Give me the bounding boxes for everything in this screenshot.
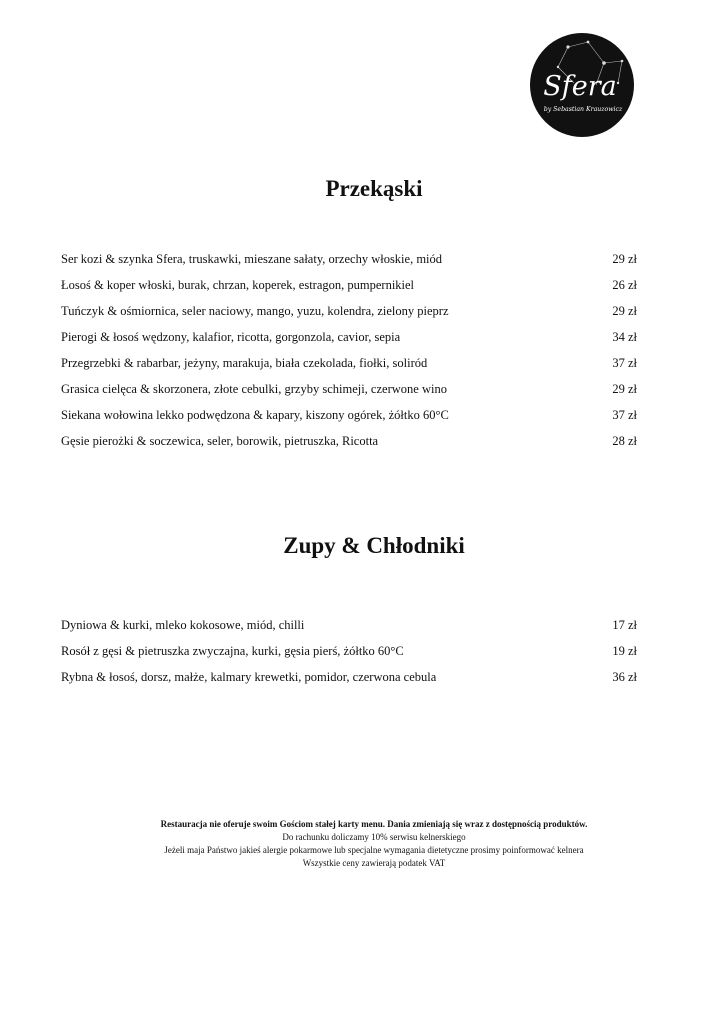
dish-name: Ser kozi & szynka Sfera, truskawki, mieszane sałaty, orzechy włoskie, miód xyxy=(61,252,443,266)
dish-name: Przegrzebki & rabarbar, jeżyny, marakuja, biała czekolada, fiołki, soliród xyxy=(61,356,428,370)
dish-name: Grasica cielęca & skorzonera, złote cebulki, grzyby schimeji, czerwone wino xyxy=(61,382,447,396)
dish-name: Siekana wołowina lekko podwędzona & kapary, kiszony ogórek, żółtko 60°C xyxy=(61,408,449,422)
dish-name: Rosół z gęsi & pietruszka zwyczajna, kurki, gęsia pierś, żółtko 60°C xyxy=(61,644,404,658)
dish-price: 37 zł xyxy=(612,356,637,370)
dish-price: 29 zł xyxy=(612,304,637,318)
menu-item xyxy=(61,434,637,460)
menu-item xyxy=(61,670,637,696)
dish-name: Łosoś & koper włoski, burak, chrzan, koperek, estragon, pumpernikiel xyxy=(61,278,415,292)
footer-allergy-note: Jeżeli maja Państwo jakieś alergie pokarmowe lub specjalne wymagania dietetyczne prosimy poinformować kelnera xyxy=(164,845,584,855)
logo-wordmark: Sfera xyxy=(543,71,617,102)
menu-item xyxy=(61,252,637,278)
dish-price: 26 zł xyxy=(612,278,637,292)
dish-price: 17 zł xyxy=(612,618,637,632)
menu-item xyxy=(61,618,637,644)
footer-menu-note: Restauracja nie oferuje swoim Gościom stałej karty menu. Dania zmieniają się wraz z dostępnością produktów. xyxy=(160,819,588,829)
footer-service-note: Do rachunku doliczamy 10% serwisu kelnerskiego xyxy=(282,832,466,842)
dish-name: Gęsie pierożki & soczewica, seler, borowik, pietruszka, Ricotta xyxy=(61,434,379,448)
menu-item xyxy=(61,644,637,670)
dish-name: Dyniowa & kurki, mleko kokosowe, miód, chilli xyxy=(61,618,305,632)
menu-list-przekaski xyxy=(61,252,637,460)
dish-name: Pierogi & łosoś wędzony, kalafior, ricotta, gorgonzola, cavior, sepia xyxy=(61,330,401,344)
sfera-logo xyxy=(530,33,634,137)
dish-price: 19 zł xyxy=(612,644,637,658)
menu-item xyxy=(61,330,637,356)
dish-price: 29 zł xyxy=(612,252,637,266)
menu-item xyxy=(61,382,637,408)
dish-price: 34 zł xyxy=(612,330,637,344)
footer-vat-note: Wszystkie ceny zawierają podatek VAT xyxy=(302,858,446,868)
menu-item xyxy=(61,356,637,382)
dish-price: 28 zł xyxy=(612,434,637,448)
dish-name: Rybna & łosoś, dorsz, małże, kalmary krewetki, pomidor, czerwona cebula xyxy=(61,670,437,684)
menu-list-zupy xyxy=(61,618,637,696)
menu-item xyxy=(61,408,637,434)
menu-item xyxy=(61,278,637,304)
section-title-zupy: Zupy & Chłodniki xyxy=(283,533,465,558)
dish-price: 29 zł xyxy=(612,382,637,396)
dish-price: 37 zł xyxy=(612,408,637,422)
logo-tagline: by Sebastian Krauzowicz xyxy=(543,106,623,113)
dish-name: Tuńczyk & ośmiornica, seler naciowy, mango, yuzu, kolendra, zielony pieprz xyxy=(61,304,449,318)
section-title-przekaski: Przekąski xyxy=(325,176,423,201)
footer-notes xyxy=(0,818,724,870)
dish-price: 36 zł xyxy=(612,670,637,684)
menu-item xyxy=(61,304,637,330)
